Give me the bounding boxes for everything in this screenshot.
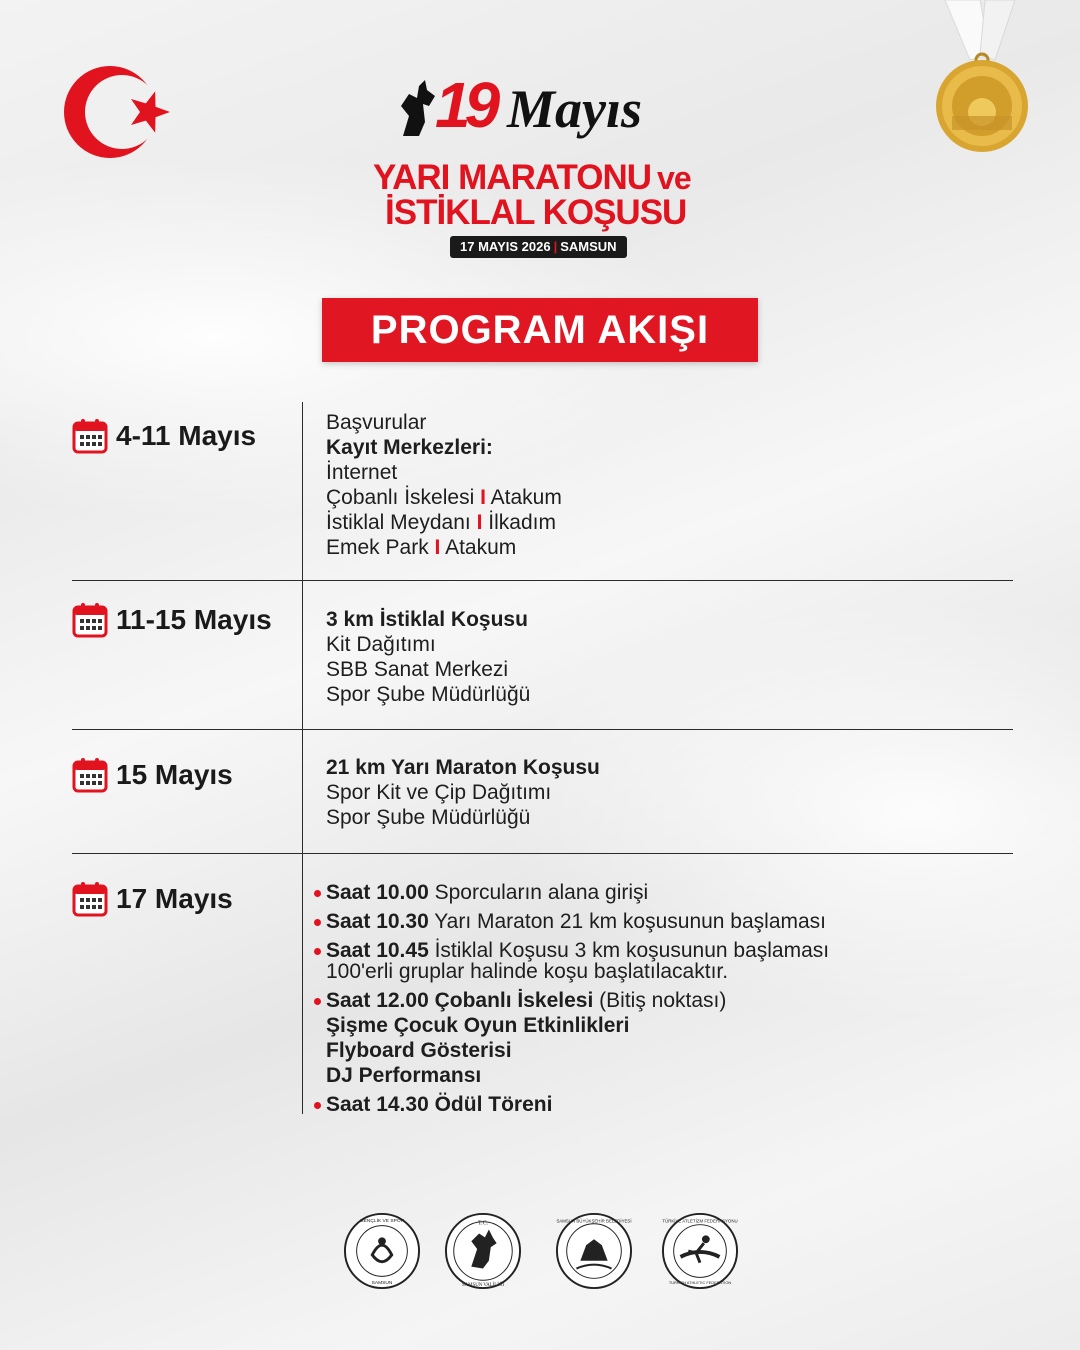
table-divider-row3 — [72, 853, 1013, 854]
logo-text: SAMSUN VALİLİĞİ — [461, 1283, 505, 1289]
event-title-main: YARI MARATONU — [373, 158, 652, 197]
bullet-icon — [314, 919, 321, 926]
program-banner — [322, 298, 758, 362]
event-title-connector: ve — [657, 160, 691, 196]
horse-rider-icon — [395, 76, 439, 140]
event-title-line2: İSTİKLAL KOŞUSU — [385, 193, 687, 232]
bullet-icon — [314, 1102, 321, 1109]
detail-line: Spor Kit ve Çip Dağıtımı — [326, 781, 552, 804]
logo-text: SAMSUN — [371, 1281, 393, 1287]
schedule-item — [314, 1092, 829, 1117]
schedule-list — [314, 880, 829, 1121]
details-row1 — [326, 410, 562, 560]
schedule-extra: Flyboard Gösterisi — [326, 1039, 512, 1062]
detail-line: Kayıt Merkezleri: — [326, 436, 493, 459]
detail-line: Çobanlı İskelesi I Atakum — [326, 486, 562, 509]
detail-line: Spor Şube Müdürlüğü — [326, 683, 531, 706]
schedule-item — [314, 988, 829, 1088]
detail-line: İstiklal Meydanı I İlkadım — [326, 511, 556, 534]
schedule-time: Saat 10.30 — [326, 910, 429, 933]
details-row3 — [326, 755, 600, 830]
event-title-line1 — [373, 158, 691, 198]
event-date: 17 MAYIS 2026 — [460, 239, 551, 254]
schedule-time: Saat 12.00 Çobanlı İskelesi — [326, 989, 594, 1012]
schedule-desc: Sporcuların alana girişi — [434, 881, 649, 904]
schedule-desc-extra: 100'erli gruplar halinde koşu başlatılacaktır. — [326, 960, 729, 983]
gsb-logo-icon — [343, 1212, 421, 1290]
calendar-icon — [72, 757, 108, 793]
bullet-icon — [314, 890, 321, 897]
calendar-icon — [72, 602, 108, 638]
program-title: PROGRAM AKIŞI — [370, 307, 710, 352]
details-row2 — [326, 607, 530, 707]
date-label: 4-11 Mayıs — [116, 420, 257, 451]
samsun-valiligi-logo-icon — [444, 1212, 522, 1290]
event-date-badge: 17 MAYIS 2026 | SAMSUN — [450, 236, 627, 258]
detail-line: Emek Park I Atakum — [326, 536, 517, 559]
date-cell-row3 — [72, 757, 233, 793]
detail-line: Başvurular — [326, 411, 427, 434]
schedule-desc: İstiklal Koşusu 3 km koşusunun başlaması — [434, 939, 830, 962]
logo-text: TÜRKİYE ATLETİZM FEDERASYONU — [662, 1218, 738, 1224]
athletics-federation-logo-icon — [661, 1212, 739, 1290]
schedule-item — [314, 938, 829, 984]
schedule-extra: Şişme Çocuk Oyun Etkinlikleri — [326, 1014, 630, 1037]
detail-line: Spor Şube Müdürlüğü — [326, 806, 531, 829]
schedule-time: Saat 10.45 — [326, 939, 429, 962]
logo-script: Mayıs — [507, 79, 642, 139]
medal-icon — [925, 0, 1035, 160]
detail-line: 21 km Yarı Maraton Koşusu — [326, 756, 600, 779]
table-divider-row1 — [72, 580, 1013, 581]
schedule-item — [314, 880, 829, 905]
schedule-item — [314, 909, 829, 934]
detail-line: İnternet — [326, 461, 398, 484]
date-label: 15 Mayıs — [116, 759, 233, 790]
detail-line: 3 km İstiklal Koşusu — [326, 608, 528, 631]
schedule-time: Saat 10.00 — [326, 881, 429, 904]
date-label: 11-15 Mayıs — [116, 604, 272, 635]
date-cell-row2 — [72, 602, 272, 638]
table-divider-row2 — [72, 729, 1013, 730]
table-divider-vertical — [302, 402, 303, 1114]
logo-text: T.C. — [478, 1220, 488, 1227]
samsun-buyuksehir-logo-icon — [555, 1212, 633, 1290]
schedule-extra: DJ Performansı — [326, 1064, 482, 1087]
logo-number: 19 — [435, 69, 495, 141]
bullet-icon — [314, 998, 321, 1005]
logo-text: GENÇLİK VE SPOR — [359, 1218, 405, 1224]
detail-line: SBB Sanat Merkezi — [326, 658, 509, 681]
logo-text: SAMSUN BÜYÜKŞEHİR BELEDİYESİ — [556, 1218, 632, 1224]
date-label: 17 Mayıs — [116, 883, 233, 914]
detail-line: Kit Dağıtımı — [326, 633, 436, 656]
date-cell-row4 — [72, 881, 233, 917]
turkish-flag-icon — [60, 62, 190, 162]
calendar-icon — [72, 418, 108, 454]
date-cell-row1 — [72, 418, 256, 454]
calendar-icon — [72, 881, 108, 917]
logo-text: TURKISH ATHLETIC FEDERATION — [668, 1280, 732, 1286]
bullet-icon — [314, 948, 321, 955]
schedule-desc: (Bitiş noktası) — [599, 989, 727, 1012]
schedule-time: Saat 14.30 Ödül Töreni — [326, 1093, 553, 1116]
event-city: SAMSUN — [560, 239, 617, 254]
schedule-desc: Yarı Maraton 21 km koşusunun başlaması — [434, 910, 827, 933]
event-logo — [395, 68, 695, 148]
